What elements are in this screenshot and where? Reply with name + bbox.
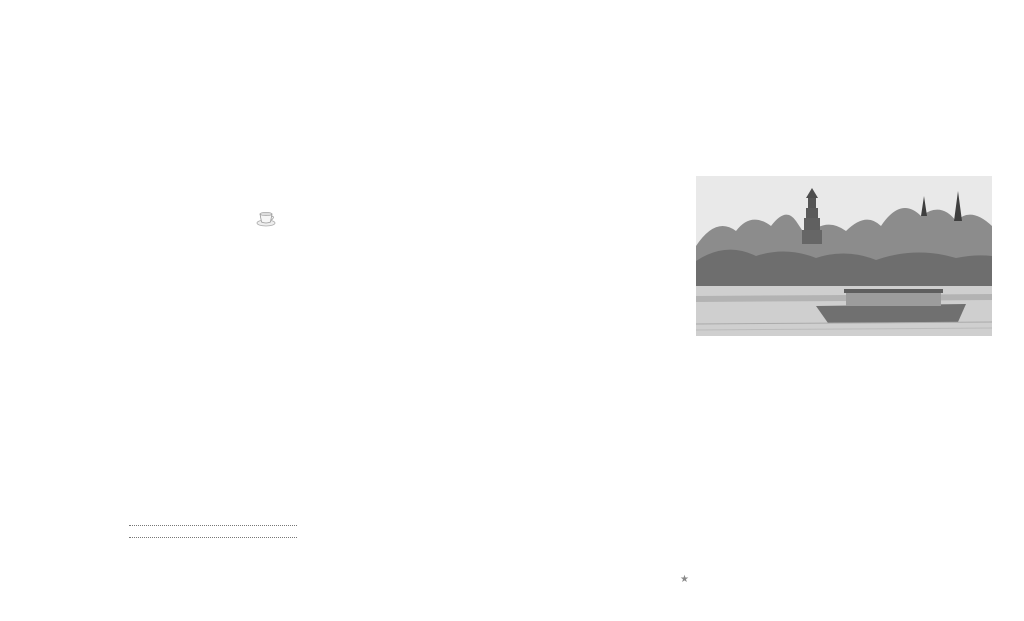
menu-cover-panel [660, 0, 1024, 621]
coffee-cup-icon [256, 208, 276, 228]
river-pagoda-photo [696, 176, 992, 336]
beer-item [31, 530, 327, 542]
dot-leader [129, 537, 297, 538]
menu-left-panel [0, 0, 340, 621]
beer-item [31, 518, 327, 530]
availability-footnote [680, 574, 1020, 586]
dot-leader [129, 525, 297, 526]
star-icon: ★ [680, 574, 689, 585]
